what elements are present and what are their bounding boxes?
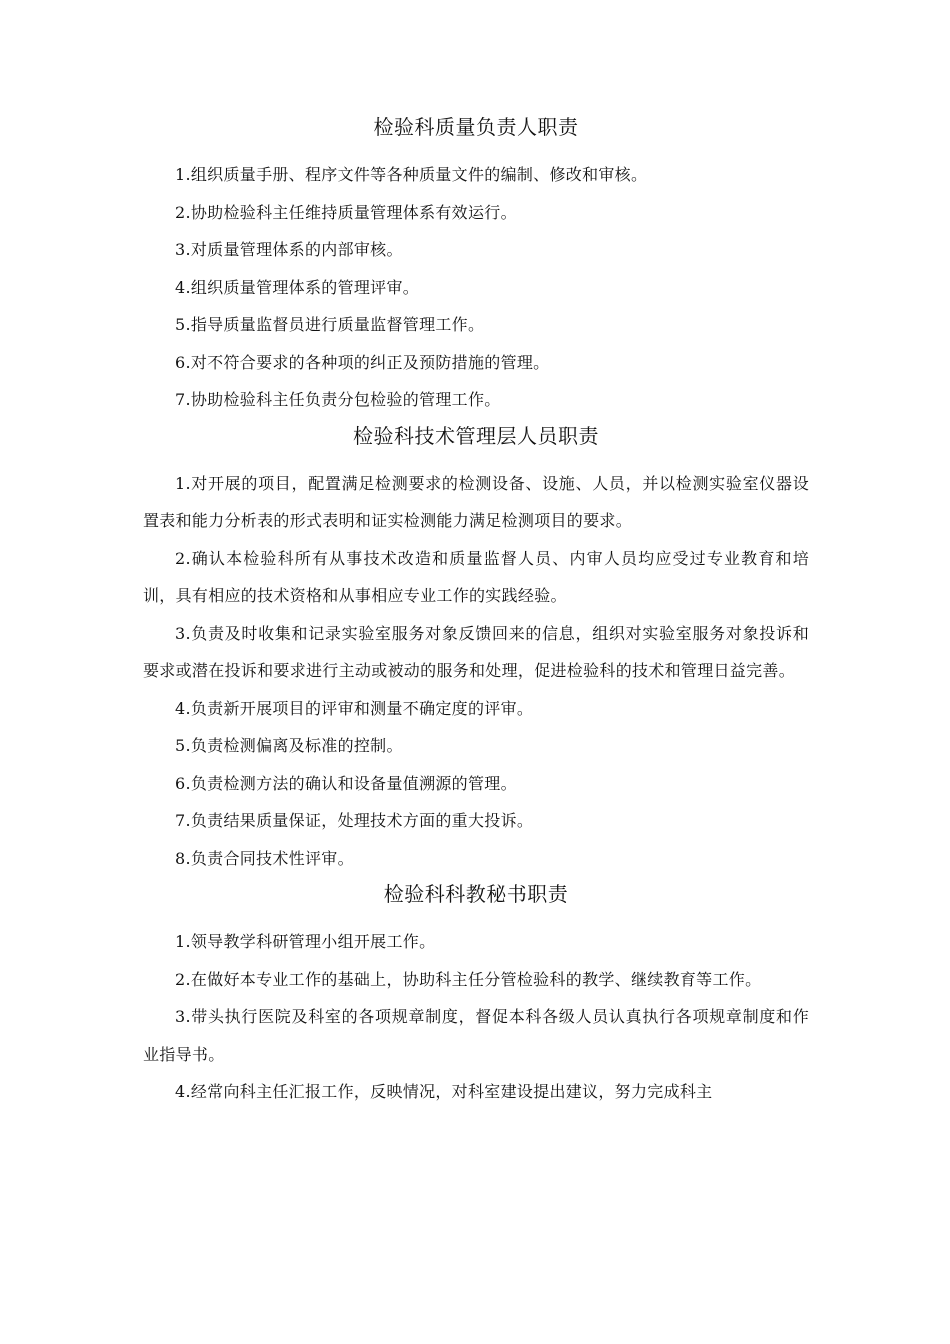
list-item: 3.对质量管理体系的内部审核。 [175, 240, 403, 259]
list-item: 7.协助检验科主任负责分包检验的管理工作。 [175, 390, 501, 409]
document-page [143, 114, 809, 1111]
list-item: 2.在做好本专业工作的基础上，协助科主任分管检验科的教学、继续教育等工作。 [175, 969, 762, 989]
list-item: 5.负责检测偏离及标准的控制。 [175, 736, 403, 755]
list-item: 3.负责及时收集和记录实验室服务对象反馈回来的信息，组织对实验室服务对象投诉和要求或潜在投诉和要求进行主动或被动的服务和处理，促进检验科的技术和管理日益完善。 [143, 623, 809, 680]
section-title-technical: 检验科技术管理层人员职责 [353, 423, 599, 448]
list-item: 7.负责结果质量保证，处理技术方面的重大投诉。 [175, 811, 534, 830]
list-item: 6.负责检测方法的确认和设备量值溯源的管理。 [175, 773, 517, 793]
list-item: 4.组织质量管理体系的管理评审。 [175, 277, 420, 297]
list-item: 4.负责新开展项目的评审和测量不确定度的评审。 [175, 698, 534, 718]
section-title-secretary: 检验科科教秘书职责 [383, 882, 569, 906]
list-item: 5.指导质量监督员进行质量监督管理工作。 [175, 315, 485, 334]
list-item: 6.对不符合要求的各种项的纠正及预防措施的管理。 [175, 352, 550, 372]
list-item: 1.领导教学科研管理小组开展工作。 [175, 932, 436, 951]
list-item: 2.协助检验科主任维持质量管理体系有效运行。 [175, 202, 517, 222]
list-item: 4.经常向科主任汇报工作，反映情况，对科室建设提出建议，努力完成科主 [175, 1082, 713, 1101]
list-item: 2.确认本检验科所有从事技术改造和质量监督人员、内审人员均应受过专业教育和培训，具有相应的技术资格和从事相应专业工作的实践经验。 [143, 548, 809, 605]
section-title-quality: 检验科质量负责人职责 [373, 115, 579, 139]
list-item: 1.对开展的项目，配置满足检测要求的检测设备、设施、人员，并以检测实验室仪器设置表和能力分析表的形式表明和证实检测能力满足检测项目的要求。 [143, 473, 809, 530]
list-item: 8.负责合同技术性评审。 [175, 848, 354, 868]
list-item: 1.组织质量手册、程序文件等各种质量文件的编制、修改和审核。 [175, 165, 648, 184]
list-item: 3.带头执行医院及科室的各项规章制度，督促本科各级人员认真执行各项规章制度和作业指导书。 [143, 1007, 809, 1064]
